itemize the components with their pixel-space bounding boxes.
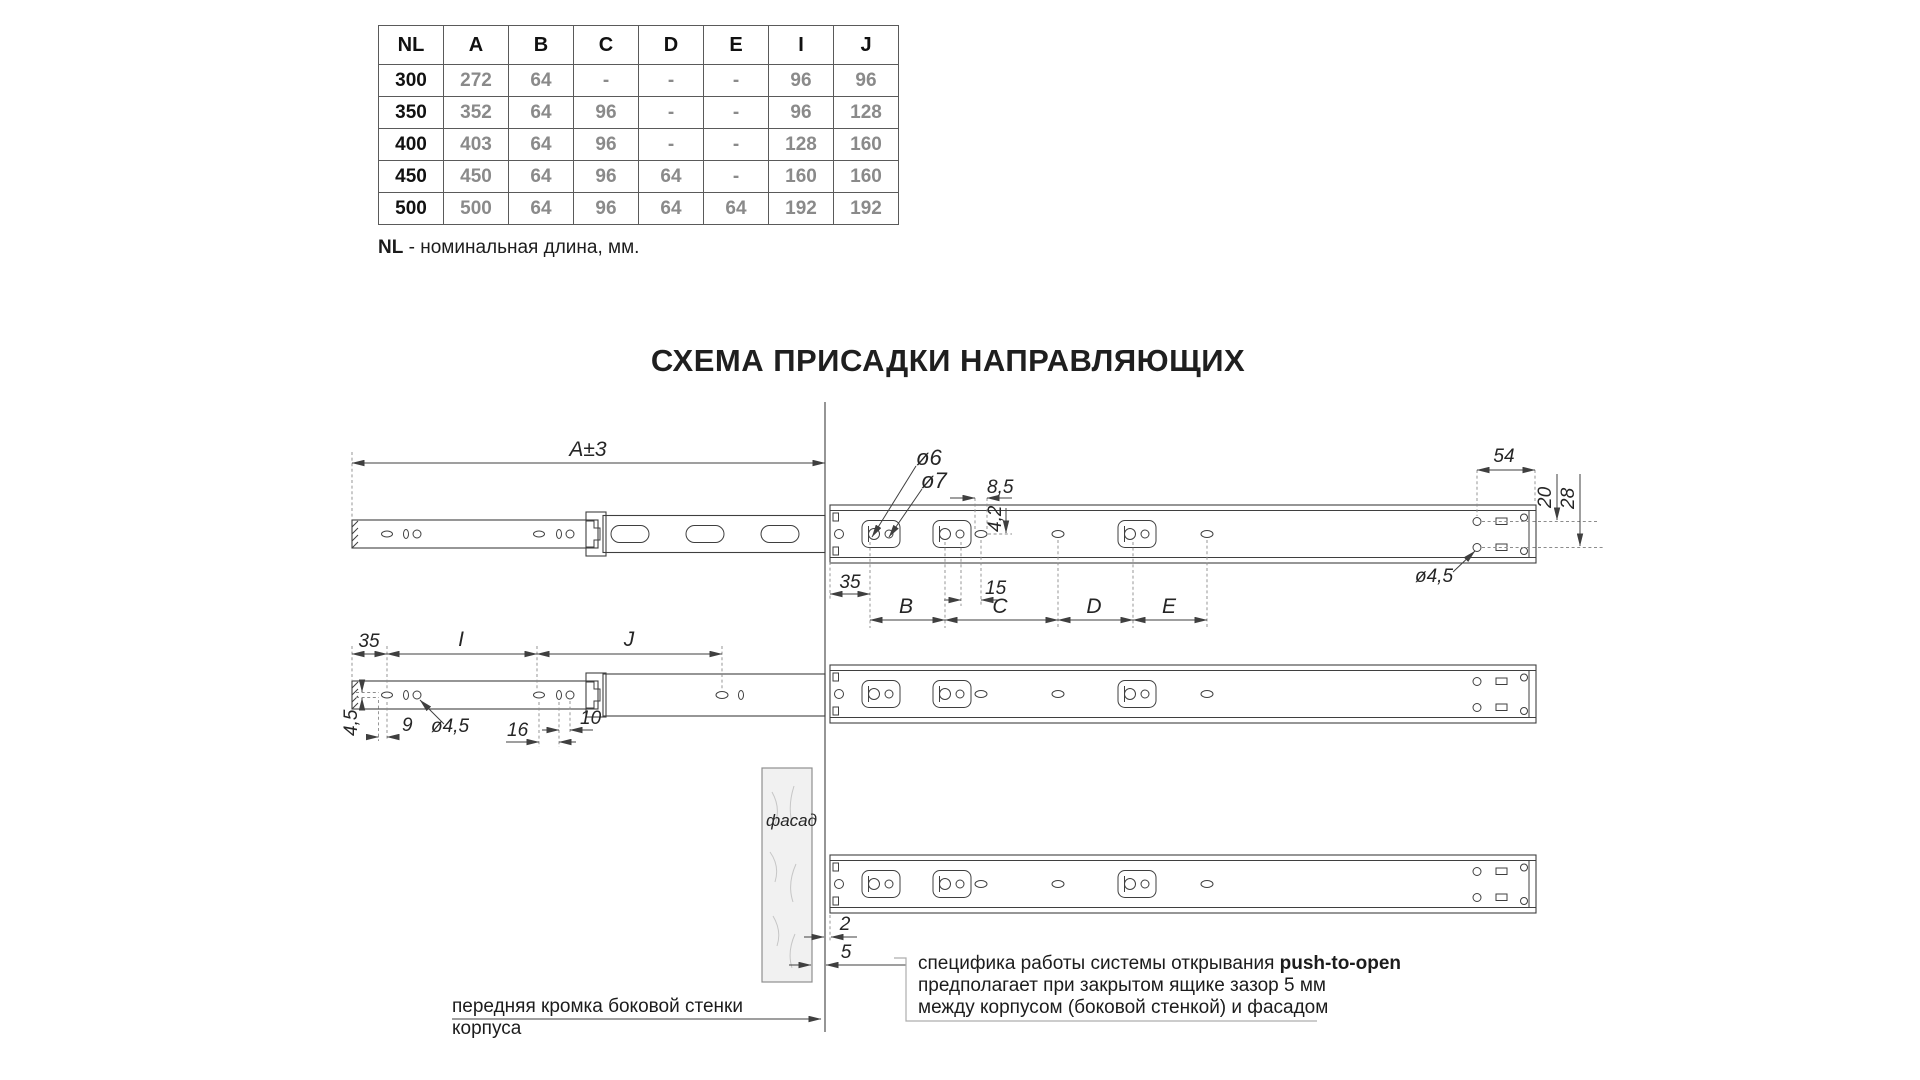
table-cell: -: [704, 97, 769, 129]
table-header-cell: B: [509, 26, 574, 65]
dim-label-15: 15: [985, 578, 1007, 599]
table-cell: 192: [834, 193, 899, 225]
facade-label: фасад: [766, 811, 818, 830]
dim-label-9: 9: [402, 715, 413, 736]
table-cell: 64: [704, 193, 769, 225]
dim-label-dia7: ø7: [921, 468, 947, 493]
dim-label-16: 16: [507, 720, 529, 741]
table-cell: -: [704, 129, 769, 161]
table-header-cell: I: [769, 26, 834, 65]
footnote-text: - номинальная длина, мм.: [403, 237, 640, 258]
dim-label-j: J: [623, 628, 635, 651]
table-header-cell: A: [444, 26, 509, 65]
table-cell: 160: [834, 161, 899, 193]
dim-label-10: 10: [580, 708, 602, 729]
table-header-cell: E: [704, 26, 769, 65]
dim-label-8-5: 8,5: [987, 477, 1014, 498]
dim-label-gap2: 2: [839, 914, 851, 935]
table-cell: 64: [509, 129, 574, 161]
table-header-cell: NL: [379, 26, 444, 65]
drawing-row-top: [352, 438, 1603, 628]
dim-label-i: I: [458, 628, 464, 651]
diagram-title: СХЕМА ПРИСАДКИ НАПРАВЛЯЮЩИХ: [650, 343, 1246, 378]
table-cell: -: [704, 161, 769, 193]
push-to-open-note-line2: предполагает при закрытом ящике зазор 5 мм: [918, 975, 1326, 996]
table-row-header: 350: [379, 97, 444, 129]
table-cell: 272: [444, 65, 509, 97]
table-header-cell: C: [574, 26, 639, 65]
table-cell: -: [574, 65, 639, 97]
dim-label-a-plus-3: A±3: [569, 438, 607, 461]
facade-panel: [762, 768, 817, 982]
table-cell: 160: [769, 161, 834, 193]
table-cell: 64: [639, 193, 704, 225]
dim-label-e: E: [1161, 595, 1177, 618]
push-to-open-note-line1: [918, 953, 1401, 975]
table-cell: 96: [769, 97, 834, 129]
footnote-abbr: NL: [378, 237, 404, 258]
table-cell: 96: [574, 193, 639, 225]
dim-label-c: C: [992, 595, 1008, 618]
note-push-to-open: push-to-open: [1279, 953, 1402, 974]
dim-label-35-mid-row: 35: [358, 631, 380, 652]
dim-label-b: B: [898, 595, 914, 618]
table-cell: -: [639, 129, 704, 161]
table-cell: -: [639, 65, 704, 97]
note-line1-text: специфика работы системы открывания: [918, 953, 1280, 974]
table-header-cell: J: [834, 26, 899, 65]
dim-label-54: 54: [1493, 446, 1515, 467]
table-row-header: 500: [379, 193, 444, 225]
table-cell: 96: [574, 97, 639, 129]
table-cell: 403: [444, 129, 509, 161]
table-header-cell: D: [639, 26, 704, 65]
table-cell: 64: [509, 65, 574, 97]
dim-label-4-5: 4,5: [341, 709, 362, 736]
table-cell: -: [639, 97, 704, 129]
table-cell: 64: [509, 193, 574, 225]
table-cell: 160: [834, 129, 899, 161]
table-row-header: 400: [379, 129, 444, 161]
table-cell: 96: [574, 129, 639, 161]
edge-note: передняя кромка боковой стенки корпуса: [452, 996, 743, 1039]
table-row-header: 450: [379, 161, 444, 193]
dim-label-dia4-5-mid: ø4,5: [431, 716, 470, 737]
table-cell: 96: [834, 65, 899, 97]
table-cell: 192: [769, 193, 834, 225]
table-cell: 128: [834, 97, 899, 129]
table-cell: 500: [444, 193, 509, 225]
table-cell: 450: [444, 161, 509, 193]
dim-label-gap5: 5: [840, 942, 852, 963]
table-cell: 64: [509, 97, 574, 129]
dim-label-4-2: 4,2: [985, 505, 1006, 532]
table-cell: 96: [769, 65, 834, 97]
table-cell: 64: [639, 161, 704, 193]
dim-label-20: 20: [1535, 486, 1556, 508]
table-cell: 128: [769, 129, 834, 161]
push-to-open-note: [918, 953, 1401, 1019]
table-cell: 352: [444, 97, 509, 129]
dim-label-35-top-row: 35: [839, 572, 861, 593]
table-cell: 64: [509, 161, 574, 193]
table-cell: -: [704, 65, 769, 97]
push-to-open-note-line3: между корпусом (боковой стенкой) и фасадом: [918, 997, 1329, 1018]
dim-label-dia4-5-right: ø4,5: [1415, 566, 1454, 587]
dim-label-d: D: [1086, 595, 1102, 618]
table-cell: 96: [574, 161, 639, 193]
drawing-row-middle: [341, 628, 1536, 747]
table-row-header: 300: [379, 65, 444, 97]
dim-label-28: 28: [1558, 487, 1579, 509]
dim-label-dia6: ø6: [916, 445, 942, 470]
